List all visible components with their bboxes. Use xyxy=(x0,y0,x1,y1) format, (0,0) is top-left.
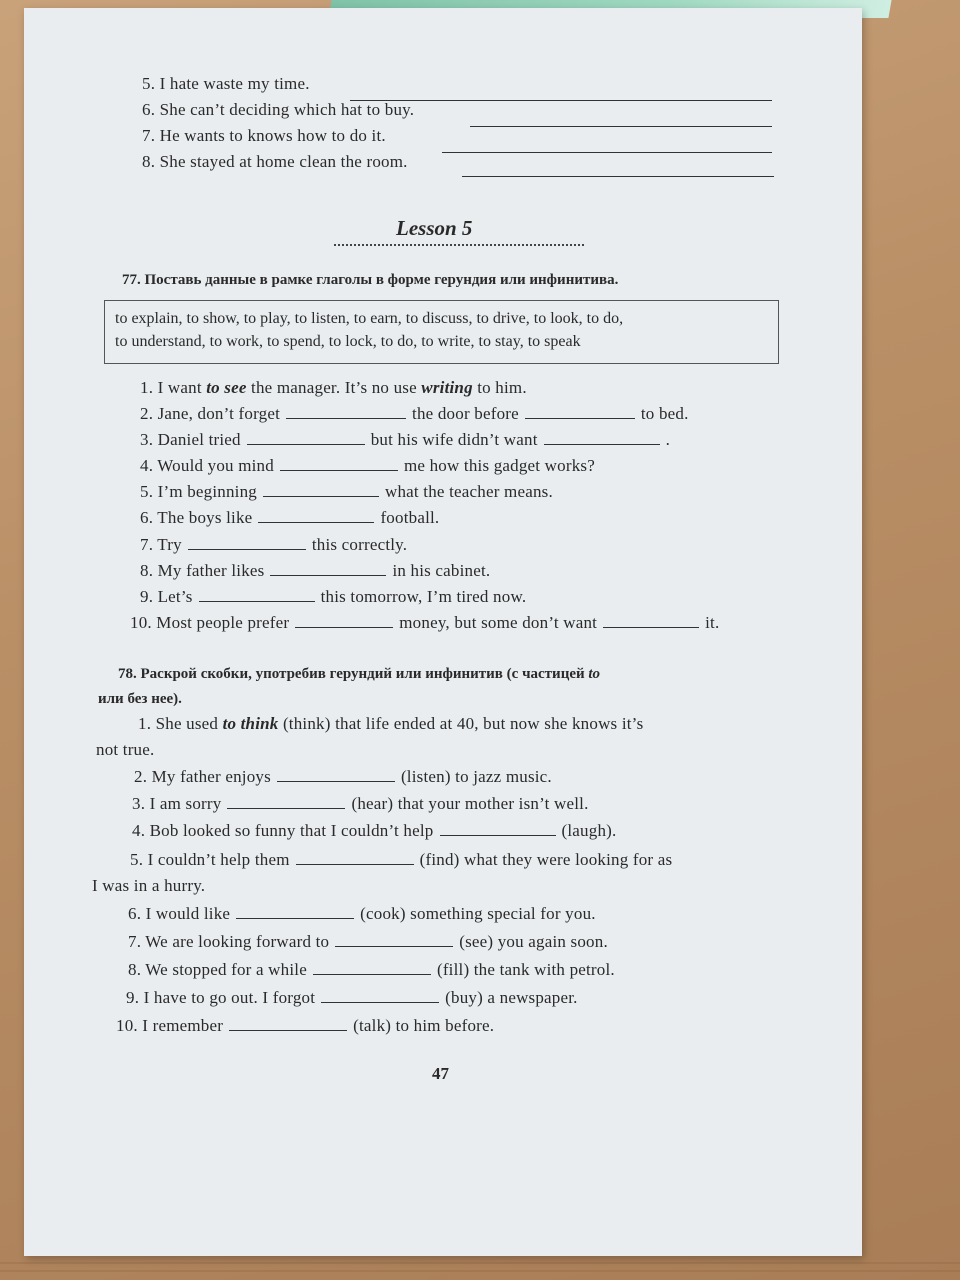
answer-blank[interactable] xyxy=(270,561,386,576)
list-item xyxy=(142,126,386,146)
answer-blank[interactable] xyxy=(258,508,374,523)
page-number: 47 xyxy=(432,1064,449,1083)
list-item xyxy=(142,152,408,172)
task-78-heading: 78. Раскрой скобки, употребив герундий или инфинитив (с частицей to xyxy=(118,666,601,682)
answer-blank[interactable] xyxy=(188,535,306,550)
workbook-page xyxy=(24,8,862,1256)
list-item-cont: I was in a hurry. xyxy=(92,876,206,895)
list-item: 5. I couldn’t help them (find) what they were looking for as xyxy=(130,850,673,869)
list-item: 9. Let’s this tomorrow, I’m tired now. xyxy=(140,587,527,606)
answer-blank[interactable] xyxy=(247,430,365,445)
answer-blank[interactable] xyxy=(277,767,395,782)
list-item: 9. I have to go out. I forgot (buy) a newspaper. xyxy=(126,988,578,1007)
verb-box-line: to understand, to work, to spend, to lock, to do, to write, to stay, to speak xyxy=(115,333,581,350)
answer-blank[interactable] xyxy=(295,613,393,628)
answer-blank[interactable] xyxy=(296,850,414,865)
list-item: 6. The boys like football. xyxy=(140,508,440,527)
list-item xyxy=(142,74,310,94)
answer-blank[interactable] xyxy=(525,404,635,419)
verb-box xyxy=(104,300,779,364)
answer-blank[interactable] xyxy=(442,152,772,153)
answer-blank[interactable] xyxy=(236,904,354,919)
task-77-heading: 77. Поставь данные в рамке глаголы в форме герундия или инфинитива. xyxy=(122,272,619,288)
answer-blank[interactable] xyxy=(263,482,379,497)
list-item: 1. I want to see the manager. It’s no use writing to him. xyxy=(140,378,527,397)
list-item: 7. We are looking forward to (see) you again soon. xyxy=(128,932,608,951)
list-item xyxy=(142,100,414,120)
answer-blank[interactable] xyxy=(335,932,453,947)
item-text: 6. She can’t deciding which hat to buy. xyxy=(142,100,415,119)
item-text: 8. She stayed at home clean the room. xyxy=(142,152,408,171)
answer-blank[interactable] xyxy=(440,821,556,836)
list-item: 4. Bob looked so funny that I couldn’t help (laugh). xyxy=(132,821,617,840)
list-item: 5. I’m beginning what the teacher means. xyxy=(140,482,553,501)
title-underline xyxy=(334,244,584,246)
list-item: 2. Jane, don’t forget the door before to bed. xyxy=(140,404,689,423)
answer-blank[interactable] xyxy=(280,456,398,471)
list-item: 7. Try this correctly. xyxy=(140,535,408,554)
answer-blank[interactable] xyxy=(199,587,315,602)
list-item: 8. My father likes in his cabinet. xyxy=(140,561,491,580)
answer-blank[interactable] xyxy=(470,126,772,127)
list-item: 3. Daniel tried but his wife didn’t want . xyxy=(140,430,671,449)
answer-blank[interactable] xyxy=(544,430,660,445)
answer-blank[interactable] xyxy=(321,988,439,1003)
answer-blank[interactable] xyxy=(462,176,774,177)
list-item: 2. My father enjoys (listen) to jazz music. xyxy=(134,767,552,786)
answer-blank[interactable] xyxy=(603,613,699,628)
verb-box-line: to explain, to show, to play, to listen, to earn, to discuss, to drive, to look, to do, xyxy=(115,310,624,327)
list-item: 3. I am sorry (hear) that your mother isn’t well. xyxy=(132,794,589,813)
list-item: 1. She used to think (think) that life ended at 40, but now she knows it’s xyxy=(138,714,644,733)
list-item: 4. Would you mind me how this gadget works? xyxy=(140,456,595,475)
list-item-cont: not true. xyxy=(96,740,155,759)
answer-blank[interactable] xyxy=(313,960,431,975)
answer-blank[interactable] xyxy=(286,404,406,419)
item-text: 5. I hate waste my time. xyxy=(142,74,310,93)
lesson-title: Lesson 5 xyxy=(396,216,473,240)
answer-blank[interactable] xyxy=(227,794,345,809)
list-item: 10. I remember (talk) to him before. xyxy=(116,1016,495,1035)
item-text: 7. He wants to knows how to do it. xyxy=(142,126,386,145)
list-item: 10. Most people prefer money, but some don’t want it. xyxy=(130,613,720,632)
answer-blank[interactable] xyxy=(229,1016,347,1031)
list-item: 8. We stopped for a while (fill) the tank with petrol. xyxy=(128,960,615,979)
task-78-heading-cont: или без нее). xyxy=(98,691,182,707)
list-item: 6. I would like (cook) something special for you. xyxy=(128,904,596,923)
